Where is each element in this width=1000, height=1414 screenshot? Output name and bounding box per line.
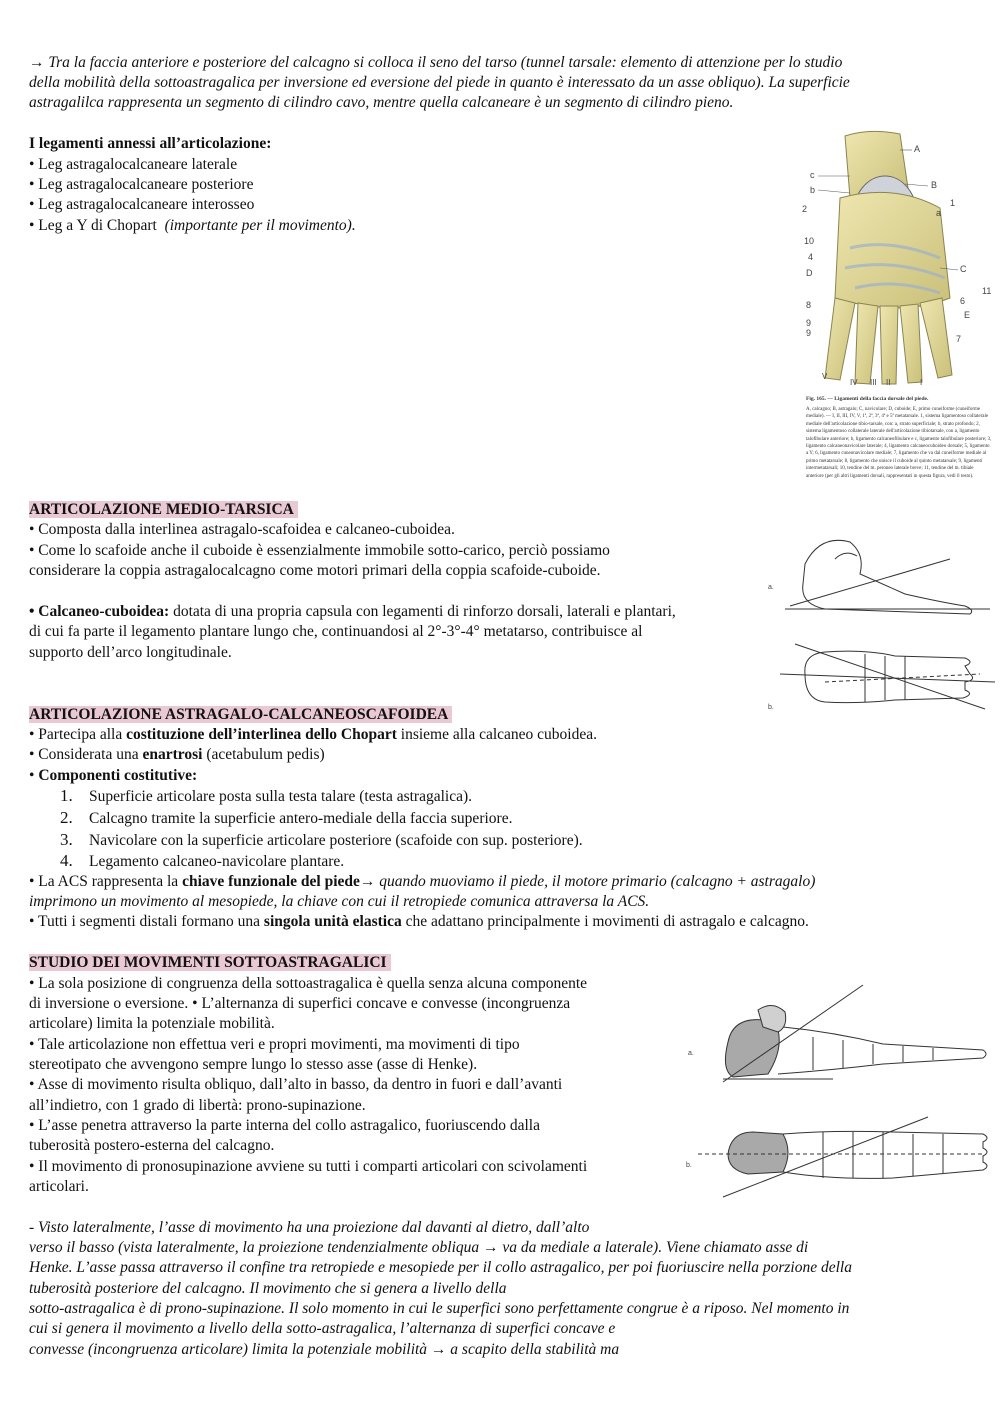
paragraph-text: (acetabulum pedis) bbox=[202, 746, 325, 763]
bold-term: costituzione dell’interlinea dello Chopart bbox=[126, 726, 397, 743]
figure-label: E bbox=[964, 310, 971, 320]
paragraph-line: tuberosità posteriore del calcagno. Il movimento che si genera a livello della bbox=[29, 1280, 507, 1297]
list-number: 3. bbox=[60, 830, 73, 849]
figure-label: b bbox=[810, 185, 816, 195]
intro-line-1: → Tra la faccia anteriore e posteriore del calcagno si colloca il seno del tarso (tunnel tarsale: elemento di attenzione per lo studio bbox=[29, 54, 843, 71]
paragraph-line: • Asse di movimento risulta obliquo, dall’alto in basso, da dentro in fuori e dall’avanti bbox=[29, 1076, 563, 1093]
paragraph-line: imprimono un movimento al mesopiede, la chiave con cui il retropiede comunica attraversa la ACS. bbox=[29, 893, 650, 910]
list-text: Legamento calcaneo-navicolare plantare. bbox=[89, 853, 345, 870]
figure-label: a bbox=[936, 208, 942, 218]
bold-term: chiave funzionale del piede bbox=[182, 873, 360, 890]
paragraph-line bbox=[29, 602, 676, 622]
figure-label: 7 bbox=[956, 334, 962, 344]
ligament-item-chopart bbox=[29, 216, 356, 236]
paragraph-line: articolare) limita la potenziale mobilità. bbox=[29, 1015, 275, 1032]
figure-label: 8 bbox=[806, 300, 812, 310]
figure-label: 9 bbox=[806, 318, 812, 328]
ligament-item: • Leg astragalocalcaneare laterale bbox=[29, 156, 238, 173]
figure-label: I bbox=[920, 378, 923, 387]
paragraph-line: all’indietro, con 1 grado di libertà: prono-supinazione. bbox=[29, 1097, 366, 1114]
paragraph-text: dotata di una propria capsula con legamenti di rinforzo dorsali, laterali e plantari, bbox=[169, 603, 676, 620]
paragraph-line: cui si genera il movimento a livello della sotto-astragalica, l’alternanza di superfici concave e bbox=[29, 1320, 616, 1337]
paragraph-line: • L’asse penetra attraverso la parte interna del collo astragalico, fuoriuscendo dalla bbox=[29, 1117, 540, 1134]
paragraph-line: convesse (incongruenza articolare) limita la potenziale mobilità → a scapito della stabilità ma bbox=[29, 1341, 620, 1358]
figure-label: 9 bbox=[806, 328, 812, 338]
dorsal-foot-ligaments-illustration bbox=[800, 128, 995, 392]
foot-axis-sketch-top bbox=[765, 524, 997, 724]
bold-term: • Calcaneo-cuboidea: bbox=[29, 603, 170, 620]
italic-text: quando muoviamo il piede, il motore primario (calcagno + astragalo) bbox=[379, 873, 816, 890]
figure-label: A bbox=[914, 144, 921, 154]
figure-label: B bbox=[931, 180, 938, 190]
paragraph-line: Henke. L’asse passa attraverso il confine tra retropiede e mesopiede per il collo astragalico, per poi fuoriuscire nella porzione della bbox=[29, 1259, 852, 1276]
chopart-note: (importante per il movimento). bbox=[164, 217, 356, 234]
list-text: Superficie articolare posta sulla testa talare (testa astragalica). bbox=[89, 788, 473, 805]
paragraph-line: di inversione o eversione. • L’alternanza di superfici concave e convesse (incongruenza bbox=[29, 995, 571, 1012]
paragraph-line bbox=[29, 912, 809, 932]
section-title-highlight: ARTICOLAZIONE ASTRAGALO-CALCANEOSCAFOIDEA bbox=[29, 706, 452, 723]
section-title bbox=[29, 705, 452, 725]
section-title-highlight: ARTICOLAZIONE MEDIO-TARSICA bbox=[29, 501, 298, 518]
section-title-highlight: STUDIO DEI MOVIMENTI SOTTOASTRAGALICI bbox=[29, 954, 391, 971]
ligaments-title: I legamenti annessi all’articolazione: bbox=[29, 135, 272, 152]
figure-label: V bbox=[822, 372, 828, 381]
paragraph-line: • Tale articolazione non effettua veri e propri movimenti, ma movimenti di tipo bbox=[29, 1036, 520, 1053]
paragraph-text: • La ACS rappresenta la bbox=[29, 873, 183, 890]
paragraph-text: insieme alla calcaneo cuboidea. bbox=[396, 726, 597, 743]
paragraph-line: • Come lo scafoide anche il cuboide è essenzialmente immobile sotto-carico, perciò possiamo bbox=[29, 542, 610, 559]
paragraph-text: • Tutti i segmenti distali formano una bbox=[29, 913, 264, 930]
paragraph-text: • Partecipa alla bbox=[29, 726, 127, 743]
figure-label: 4 bbox=[808, 252, 814, 262]
paragraph-line: verso il basso (vista lateralmente, la proiezione tendenzialmente obliqua → va da mediale a laterale). Viene chiamato asse di bbox=[29, 1239, 809, 1256]
paragraph-text: che adattano principalmente i movimenti di astragalo e calcagno. bbox=[401, 913, 809, 930]
list-item bbox=[60, 851, 344, 872]
paragraph-text: • Considerata una bbox=[29, 746, 143, 763]
list-text: Navicolare con la superficie articolare posteriore (scafoide con sup. posteriore). bbox=[89, 832, 583, 849]
section-title bbox=[29, 953, 391, 973]
figure-label: c bbox=[810, 170, 815, 180]
ligament-item: • Leg a Y di Chopart bbox=[29, 217, 157, 234]
figure-label: 10 bbox=[804, 236, 815, 246]
bold-term: enartrosi bbox=[142, 746, 203, 763]
figure-label: III bbox=[870, 378, 877, 387]
paragraph-line: - Visto lateralmente, l’asse di movimento ha una proiezione dal davanti al dietro, dall’alto bbox=[29, 1219, 590, 1236]
list-number: 1. bbox=[60, 786, 73, 805]
figure-caption-body: A, calcagno; B, astragalo; C, navicolare; D, cuboide; E, primo cuneiforme (cuneiforme mediale). — I, II, III, IV, V, 1ª, 2ª, 3ª, 4ª e 5ª metatarsale. 1, sistema ligamentoso collaterale mediale dell'articolazione tibio-tarsale, con: a, strato superficiale; b, strato profondo; 2, sistema ligamentoso collaterale laterale dell'articolazione tibiotarsale, con a, ligamento talofibulare anteriore; b, ligamento calcaneofibulare e c, ligamento talofibulare posteriore; 3, ligamento calcaneonavicolare laterale; 4, ligamento calcaneocuboideo dorsale; 5, ligamento a Y; 6, ligamento cuneonavicolare mediale; 7, ligamento che va dal cuneiforme mediale al primo metatarsale; 8, ligamento che unisce il cuboide al quinto metatarsale; 9, ligamenti intermetatarsali; 10, tendine del m. peroneo laterale breve; 11, tendine del m. tibiale anteriore (per gli altri ligamenti dorsali, rappresentati in questa figura, vedi il testo). bbox=[806, 407, 992, 479]
figure-caption-title: Fig. 165. — Ligamenti della faccia dorsale del piede. bbox=[806, 396, 929, 402]
paragraph-line: di cui fa parte il legamento plantare lungo che, continuandosi al 2°-3°-4° metatarso, contribuisce al bbox=[29, 623, 643, 640]
list-number: 2. bbox=[60, 808, 73, 827]
paragraph-line: stereotipato che avvengono sempre lungo lo stesso asse (asse di Henke). bbox=[29, 1056, 478, 1073]
bold-term: singola unità elastica bbox=[263, 913, 402, 930]
foot-skeleton-henke-axis bbox=[683, 982, 995, 1222]
paragraph-line: supporto dell’arco longitudinale. bbox=[29, 644, 232, 661]
figure-label: 6 bbox=[960, 296, 966, 306]
paragraph-line bbox=[29, 725, 597, 745]
paragraph-line: articolari. bbox=[29, 1178, 89, 1195]
list-item bbox=[60, 808, 512, 829]
paragraph-line: • La sola posizione di congruenza della sottoastragalica è quella senza alcuna componente bbox=[29, 975, 588, 992]
figure-label: a. bbox=[688, 1050, 694, 1057]
arrow: → bbox=[359, 873, 380, 890]
figure-label: D bbox=[806, 268, 813, 278]
figure-label: IV bbox=[850, 378, 858, 387]
figure-label: 2 bbox=[802, 204, 808, 214]
figure-label: 1 bbox=[950, 198, 956, 208]
bold-term: Componenti costitutive: bbox=[38, 767, 198, 784]
paragraph-line bbox=[29, 745, 325, 765]
figure-label: b. bbox=[686, 1162, 692, 1169]
paragraph-line: • Componenti costitutive: bbox=[29, 767, 198, 784]
list-item bbox=[60, 830, 583, 851]
paragraph-line bbox=[29, 872, 815, 892]
figure-label: a. bbox=[768, 584, 774, 591]
figure-label: 11 bbox=[982, 286, 992, 296]
paragraph-line: • Composta dalla interlinea astragalo-scafoidea e calcaneo-cuboidea. bbox=[29, 521, 455, 538]
list-number: 4. bbox=[60, 851, 73, 870]
list-item bbox=[60, 786, 472, 807]
list-text: Calcagno tramite la superficie antero-mediale della faccia superiore. bbox=[89, 810, 513, 827]
paragraph-line: sotto-astragalica è di prono-supinazione. Il solo momento in cui le superfici sono perfettamente congrue è a riposo. Nel momento in bbox=[29, 1300, 850, 1317]
figure-label: b. bbox=[768, 704, 774, 711]
figure-label: C bbox=[960, 264, 967, 274]
intro-line-3: astragalilca rappresenta un segmento di cilindro cavo, mentre quella calcaneare è un segmento di cilindro pieno. bbox=[29, 94, 734, 111]
paragraph-line: • Il movimento di pronosupinazione avviene su tutti i comparti articolari con scivolamenti bbox=[29, 1158, 588, 1175]
ligament-item: • Leg astragalocalcaneare posteriore bbox=[29, 176, 254, 193]
section-title bbox=[29, 500, 298, 520]
intro-line-2: della mobilità della sottoastragalica per inversione ed eversione del piede in quanto è interessato da un asse obliquo). La superficie bbox=[29, 74, 850, 91]
ligament-item: • Leg astragalocalcaneare interosseo bbox=[29, 196, 255, 213]
paragraph-line: considerare la coppia astragalocalcagno come motori primari della coppia scafoide-cuboide. bbox=[29, 562, 601, 579]
figure-label: II bbox=[886, 378, 891, 387]
paragraph-line: tuberosità postero-esterna del calcagno. bbox=[29, 1137, 275, 1154]
